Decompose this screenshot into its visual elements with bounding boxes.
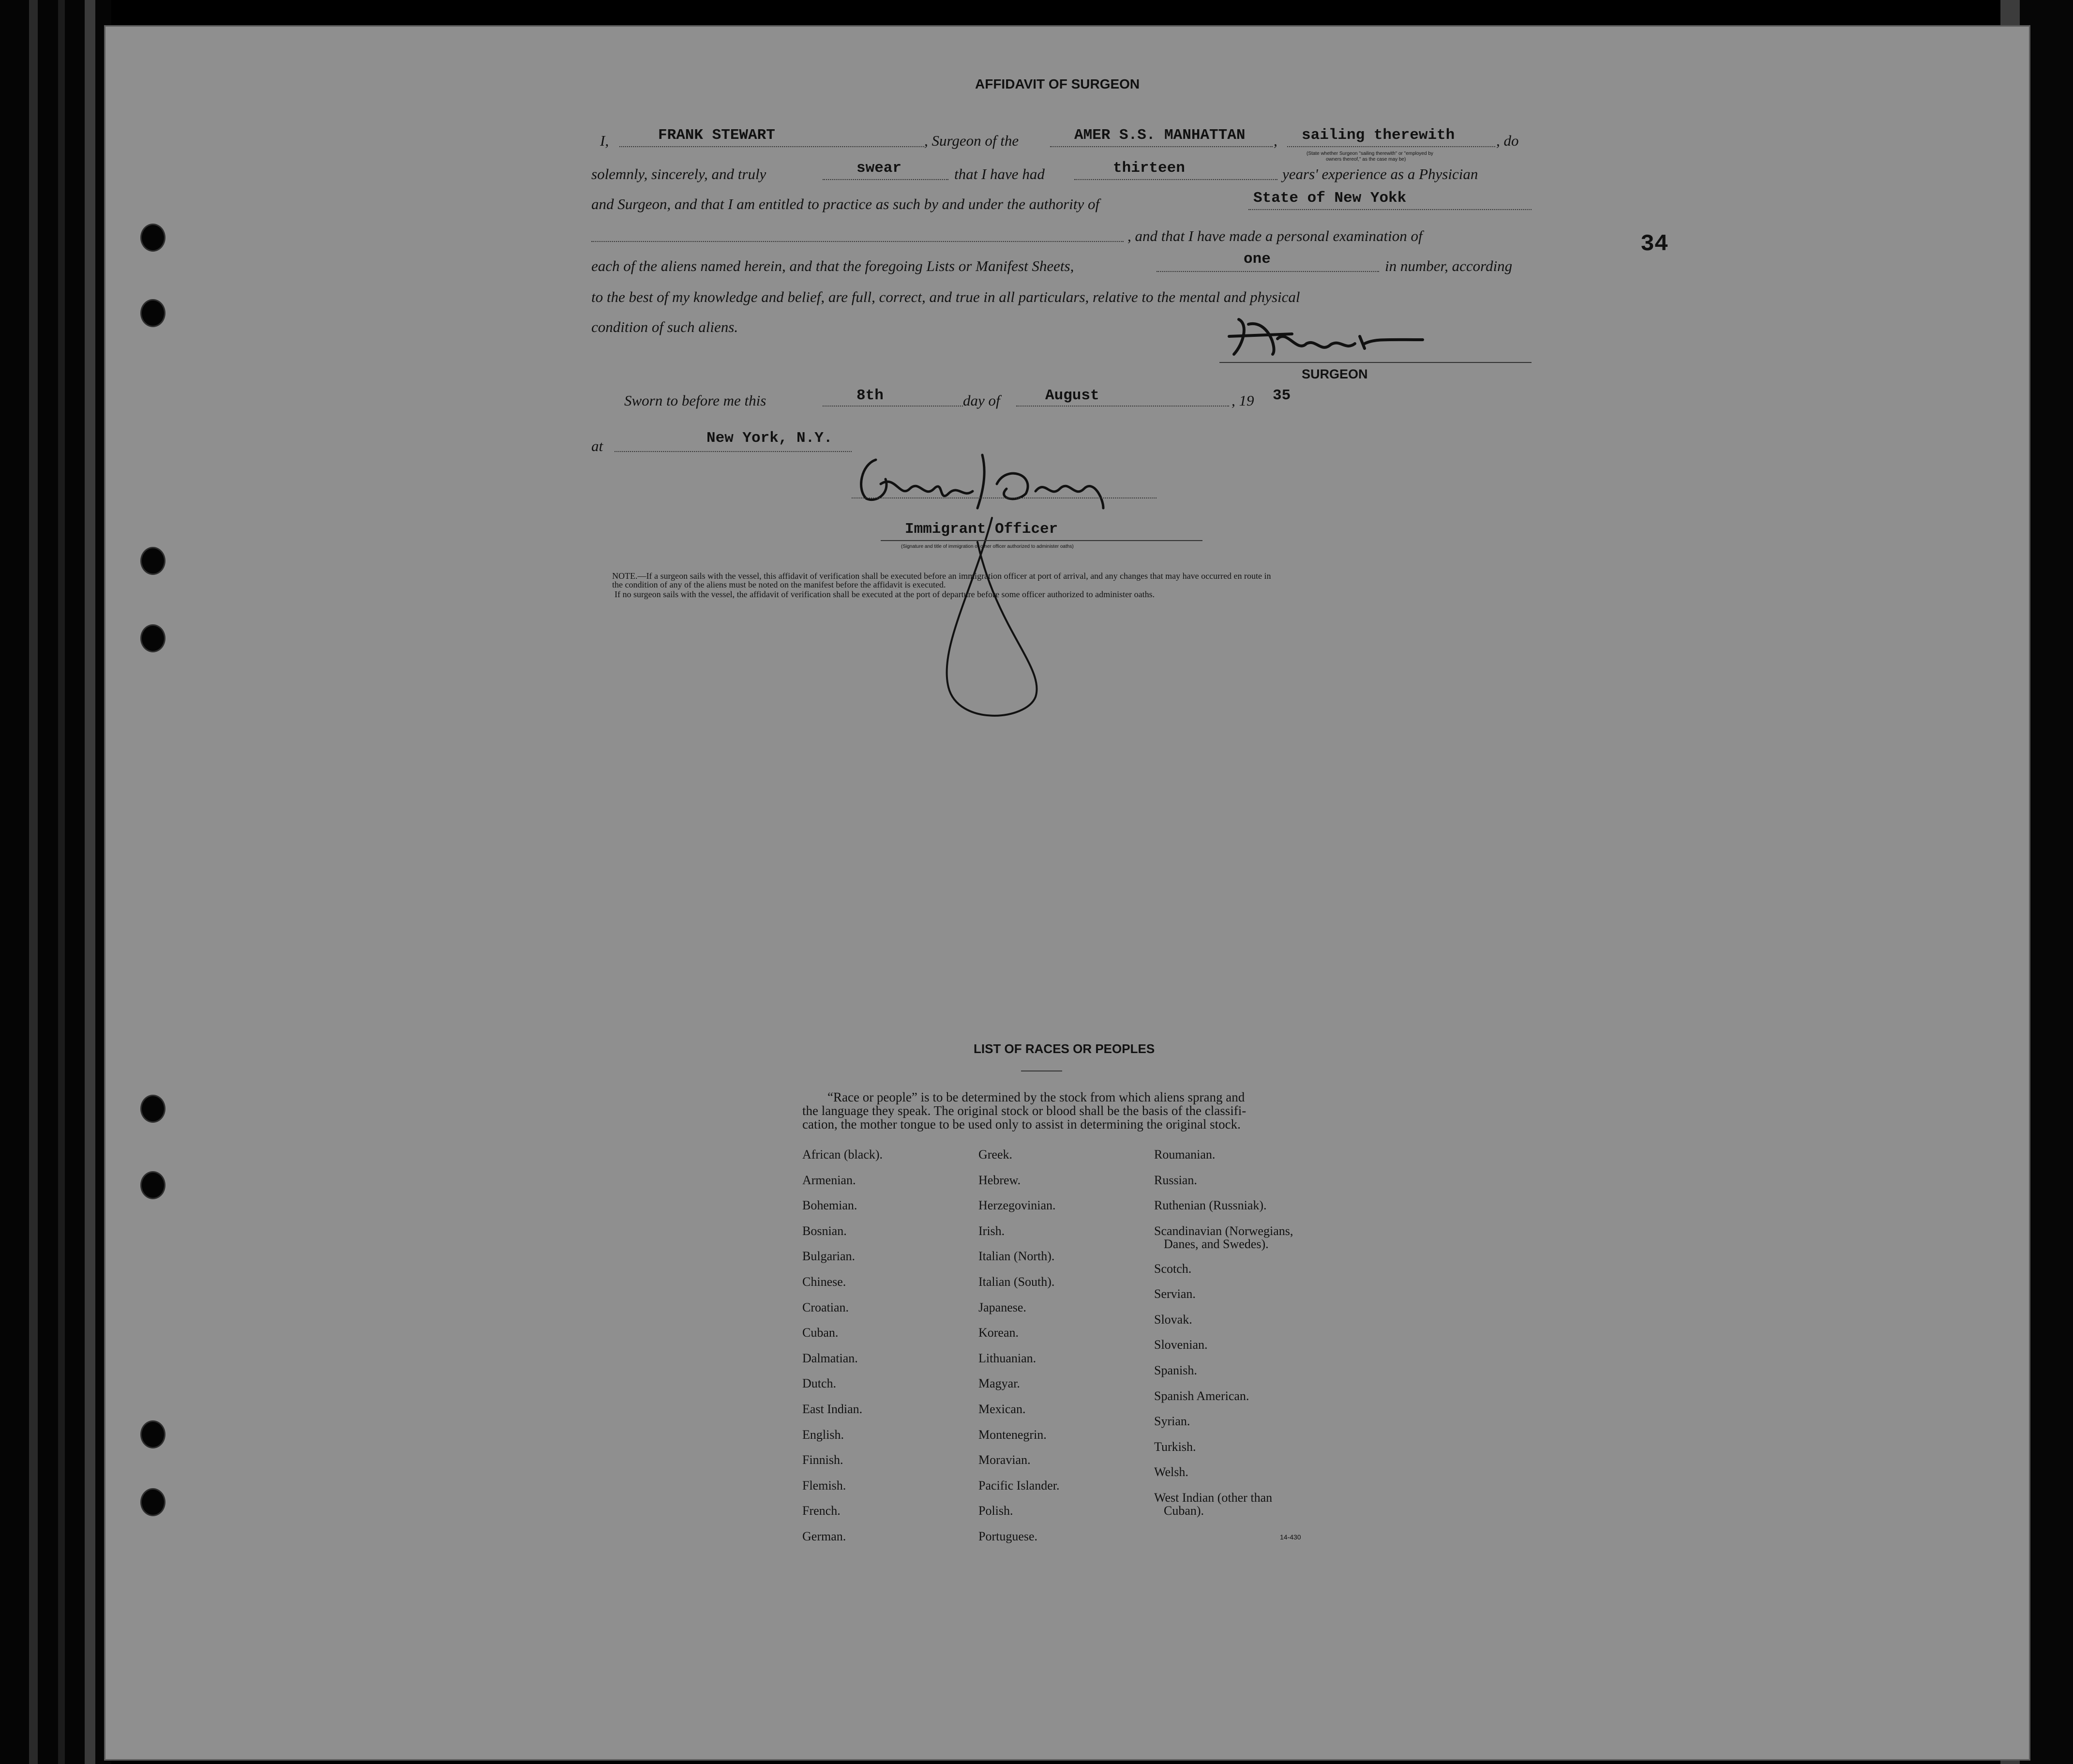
officer-title: Immigrant Officer bbox=[905, 521, 1058, 538]
affidavit-text: , 19 bbox=[1232, 392, 1254, 409]
vessel-name: AMER S.S. MANHATTAN bbox=[1074, 127, 1246, 144]
affidavit-text: in number, according bbox=[1385, 257, 1513, 274]
sheet-count: one bbox=[1244, 251, 1271, 268]
sailing-note: owners thereof," as the case may be) bbox=[1326, 157, 1406, 162]
affidavit-text: , do bbox=[1496, 132, 1519, 149]
punch-hole bbox=[140, 547, 165, 575]
affidavit-note: the condition of any of the aliens must be noted on the manifest before the affidavit is executed. bbox=[612, 580, 946, 589]
race-item: Russian. bbox=[1154, 1173, 1197, 1187]
race-item: Ruthenian (Russniak). bbox=[1154, 1198, 1267, 1212]
affidavit-text: each of the aliens named herein, and that the foregoing Lists or Manifest Sheets, bbox=[591, 257, 1074, 274]
race-item: Lithuanian. bbox=[978, 1351, 1036, 1365]
officer-line bbox=[881, 540, 1202, 541]
sworn-place: New York, N.Y. bbox=[706, 430, 833, 447]
race-item: Italian (North). bbox=[978, 1249, 1055, 1263]
punch-hole bbox=[140, 1420, 165, 1448]
form-code: 14-430 bbox=[1280, 1533, 1301, 1541]
race-item: Spanish. bbox=[1154, 1363, 1197, 1377]
affidavit-text: day of bbox=[963, 392, 1000, 409]
sworn-year: 35 bbox=[1273, 387, 1291, 404]
race-item: Chinese. bbox=[802, 1275, 846, 1289]
affidavit-text: that I have had bbox=[954, 166, 1045, 182]
race-item: Herzegovinian. bbox=[978, 1198, 1056, 1212]
race-item: Servian. bbox=[1154, 1287, 1196, 1301]
race-item: Spanish American. bbox=[1154, 1389, 1249, 1403]
affidavit-text: , Surgeon of the bbox=[924, 132, 1019, 149]
officer-caption: (Signature and title of immigration or other officer authorized to administer oaths) bbox=[901, 544, 1074, 549]
race-item: German. bbox=[802, 1529, 846, 1543]
blank-line bbox=[1248, 209, 1532, 210]
race-item: Bulgarian. bbox=[802, 1249, 856, 1263]
affidavit-note: NOTE.—If a surgeon sails with the vessel, this affidavit of verification shall be executed before an immigration officer at port of arrival, and any changes that may have occurred en route in bbox=[612, 571, 1271, 581]
race-item: French. bbox=[802, 1504, 841, 1518]
signature-line bbox=[1219, 362, 1532, 363]
blank-line bbox=[1287, 146, 1495, 147]
races-intro: “Race or people” is to be determined by the stock from which aliens sprang and bbox=[827, 1090, 1245, 1104]
race-item: Roumanian. bbox=[1154, 1147, 1216, 1161]
race-item: Croatian. bbox=[802, 1300, 849, 1314]
race-item: Finnish. bbox=[802, 1453, 843, 1467]
punch-hole bbox=[140, 1171, 165, 1199]
punch-hole bbox=[140, 624, 165, 652]
race-item: Pacific Islander. bbox=[978, 1478, 1060, 1493]
page-number: 34 bbox=[1640, 231, 1668, 257]
race-item: Hebrew. bbox=[978, 1173, 1021, 1187]
years-experience: thirteen bbox=[1113, 160, 1185, 177]
title-underline bbox=[1021, 1070, 1062, 1071]
race-item: Bohemian. bbox=[802, 1198, 857, 1212]
race-item: Turkish. bbox=[1154, 1440, 1196, 1454]
race-item: Dutch. bbox=[802, 1376, 837, 1390]
affidavit-text: , bbox=[1274, 132, 1277, 149]
affidavit-text: years' experience as a Physician bbox=[1282, 166, 1478, 182]
affidavit-text: I, bbox=[600, 132, 609, 149]
race-item: Moravian. bbox=[978, 1453, 1031, 1467]
blank-line bbox=[1157, 271, 1379, 272]
race-item: Slovenian. bbox=[1154, 1338, 1208, 1352]
race-item: Flemish. bbox=[802, 1478, 846, 1493]
surgeon-name: FRANK STEWART bbox=[658, 127, 775, 144]
affidavit-text: to the best of my knowledge and belief, are full, correct, and true in all particulars, relative to the mental and physical bbox=[591, 288, 1300, 305]
oath-word: swear bbox=[856, 160, 902, 177]
blank-line bbox=[591, 241, 1124, 242]
races-title: LIST OF RACES OR PEOPLES bbox=[974, 1041, 1155, 1056]
race-item: African (black). bbox=[802, 1147, 883, 1161]
race-item: English. bbox=[802, 1428, 844, 1442]
surgeon-signature bbox=[1219, 310, 1423, 363]
affidavit-text: and Surgeon, and that I am entitled to practice as such by and under the authority of bbox=[591, 196, 1100, 212]
blank-line bbox=[1050, 146, 1273, 147]
race-item: East Indian. bbox=[802, 1402, 863, 1416]
race-item: Syrian. bbox=[1154, 1414, 1190, 1428]
binder-edge bbox=[0, 0, 111, 1764]
race-item: Magyar. bbox=[978, 1376, 1020, 1390]
race-item: Portuguese. bbox=[978, 1529, 1038, 1543]
affidavit-text: condition of such aliens. bbox=[591, 318, 738, 335]
authority: State of New Yokk bbox=[1253, 190, 1407, 207]
race-item: Welsh. bbox=[1154, 1465, 1188, 1479]
punch-hole bbox=[140, 1095, 165, 1123]
race-item: Mexican. bbox=[978, 1402, 1026, 1416]
race-item: Italian (South). bbox=[978, 1275, 1055, 1289]
punch-hole bbox=[140, 299, 165, 327]
race-item: Scotch. bbox=[1154, 1262, 1192, 1276]
sworn-day: 8th bbox=[856, 387, 884, 404]
race-item: Bosnian. bbox=[802, 1224, 847, 1238]
races-intro: cation, the mother tongue to be used only to assist in determining the original stock. bbox=[802, 1117, 1241, 1131]
blank-line bbox=[823, 406, 963, 407]
blank-line bbox=[1074, 179, 1277, 180]
race-item: Cuban. bbox=[802, 1326, 839, 1340]
sailing-note: (State whether Surgeon "sailing therewith" or "employed by bbox=[1307, 151, 1433, 156]
sailing-status: sailing therewith bbox=[1302, 127, 1455, 144]
race-item: Korean. bbox=[978, 1326, 1019, 1340]
affidavit-title: AFFIDAVIT OF SURGEON bbox=[975, 76, 1140, 91]
affidavit-text: at bbox=[591, 437, 603, 454]
affidavit-text: solemnly, sincerely, and truly bbox=[591, 166, 766, 182]
race-item: Slovak. bbox=[1154, 1312, 1192, 1327]
affidavit-text: , and that I have made a personal examination of bbox=[1127, 227, 1423, 244]
manifest-page bbox=[104, 25, 2030, 1761]
race-item: Polish. bbox=[978, 1504, 1013, 1518]
blank-line bbox=[823, 179, 948, 180]
affidavit-text: Sworn to before me this bbox=[624, 392, 766, 409]
race-item: Armenian. bbox=[802, 1173, 856, 1187]
blank-line bbox=[619, 146, 924, 147]
blank-line bbox=[1016, 406, 1229, 407]
punch-hole bbox=[140, 1488, 165, 1516]
race-item: Dalmatian. bbox=[802, 1351, 858, 1365]
race-item: Montenegrin. bbox=[978, 1428, 1047, 1442]
punch-hole bbox=[140, 224, 165, 252]
race-item: Scandinavian (Norwegians, Danes, and Swedes). bbox=[1154, 1224, 1293, 1251]
race-item: Greek. bbox=[978, 1147, 1013, 1161]
race-item: West Indian (other than Cuban). bbox=[1154, 1491, 1273, 1518]
sworn-month: August bbox=[1045, 387, 1099, 404]
race-item: Irish. bbox=[978, 1224, 1005, 1238]
race-item: Japanese. bbox=[978, 1300, 1026, 1314]
races-intro: the language they speak. The original stock or blood shall be the basis of the classifi- bbox=[802, 1103, 1247, 1118]
affidavit-note: If no surgeon sails with the vessel, the affidavit of verification shall be executed at the port of departure before some officer authorized to administer oaths. bbox=[615, 589, 1155, 599]
surgeon-label: SURGEON bbox=[1302, 367, 1368, 381]
blank-line bbox=[615, 451, 852, 452]
